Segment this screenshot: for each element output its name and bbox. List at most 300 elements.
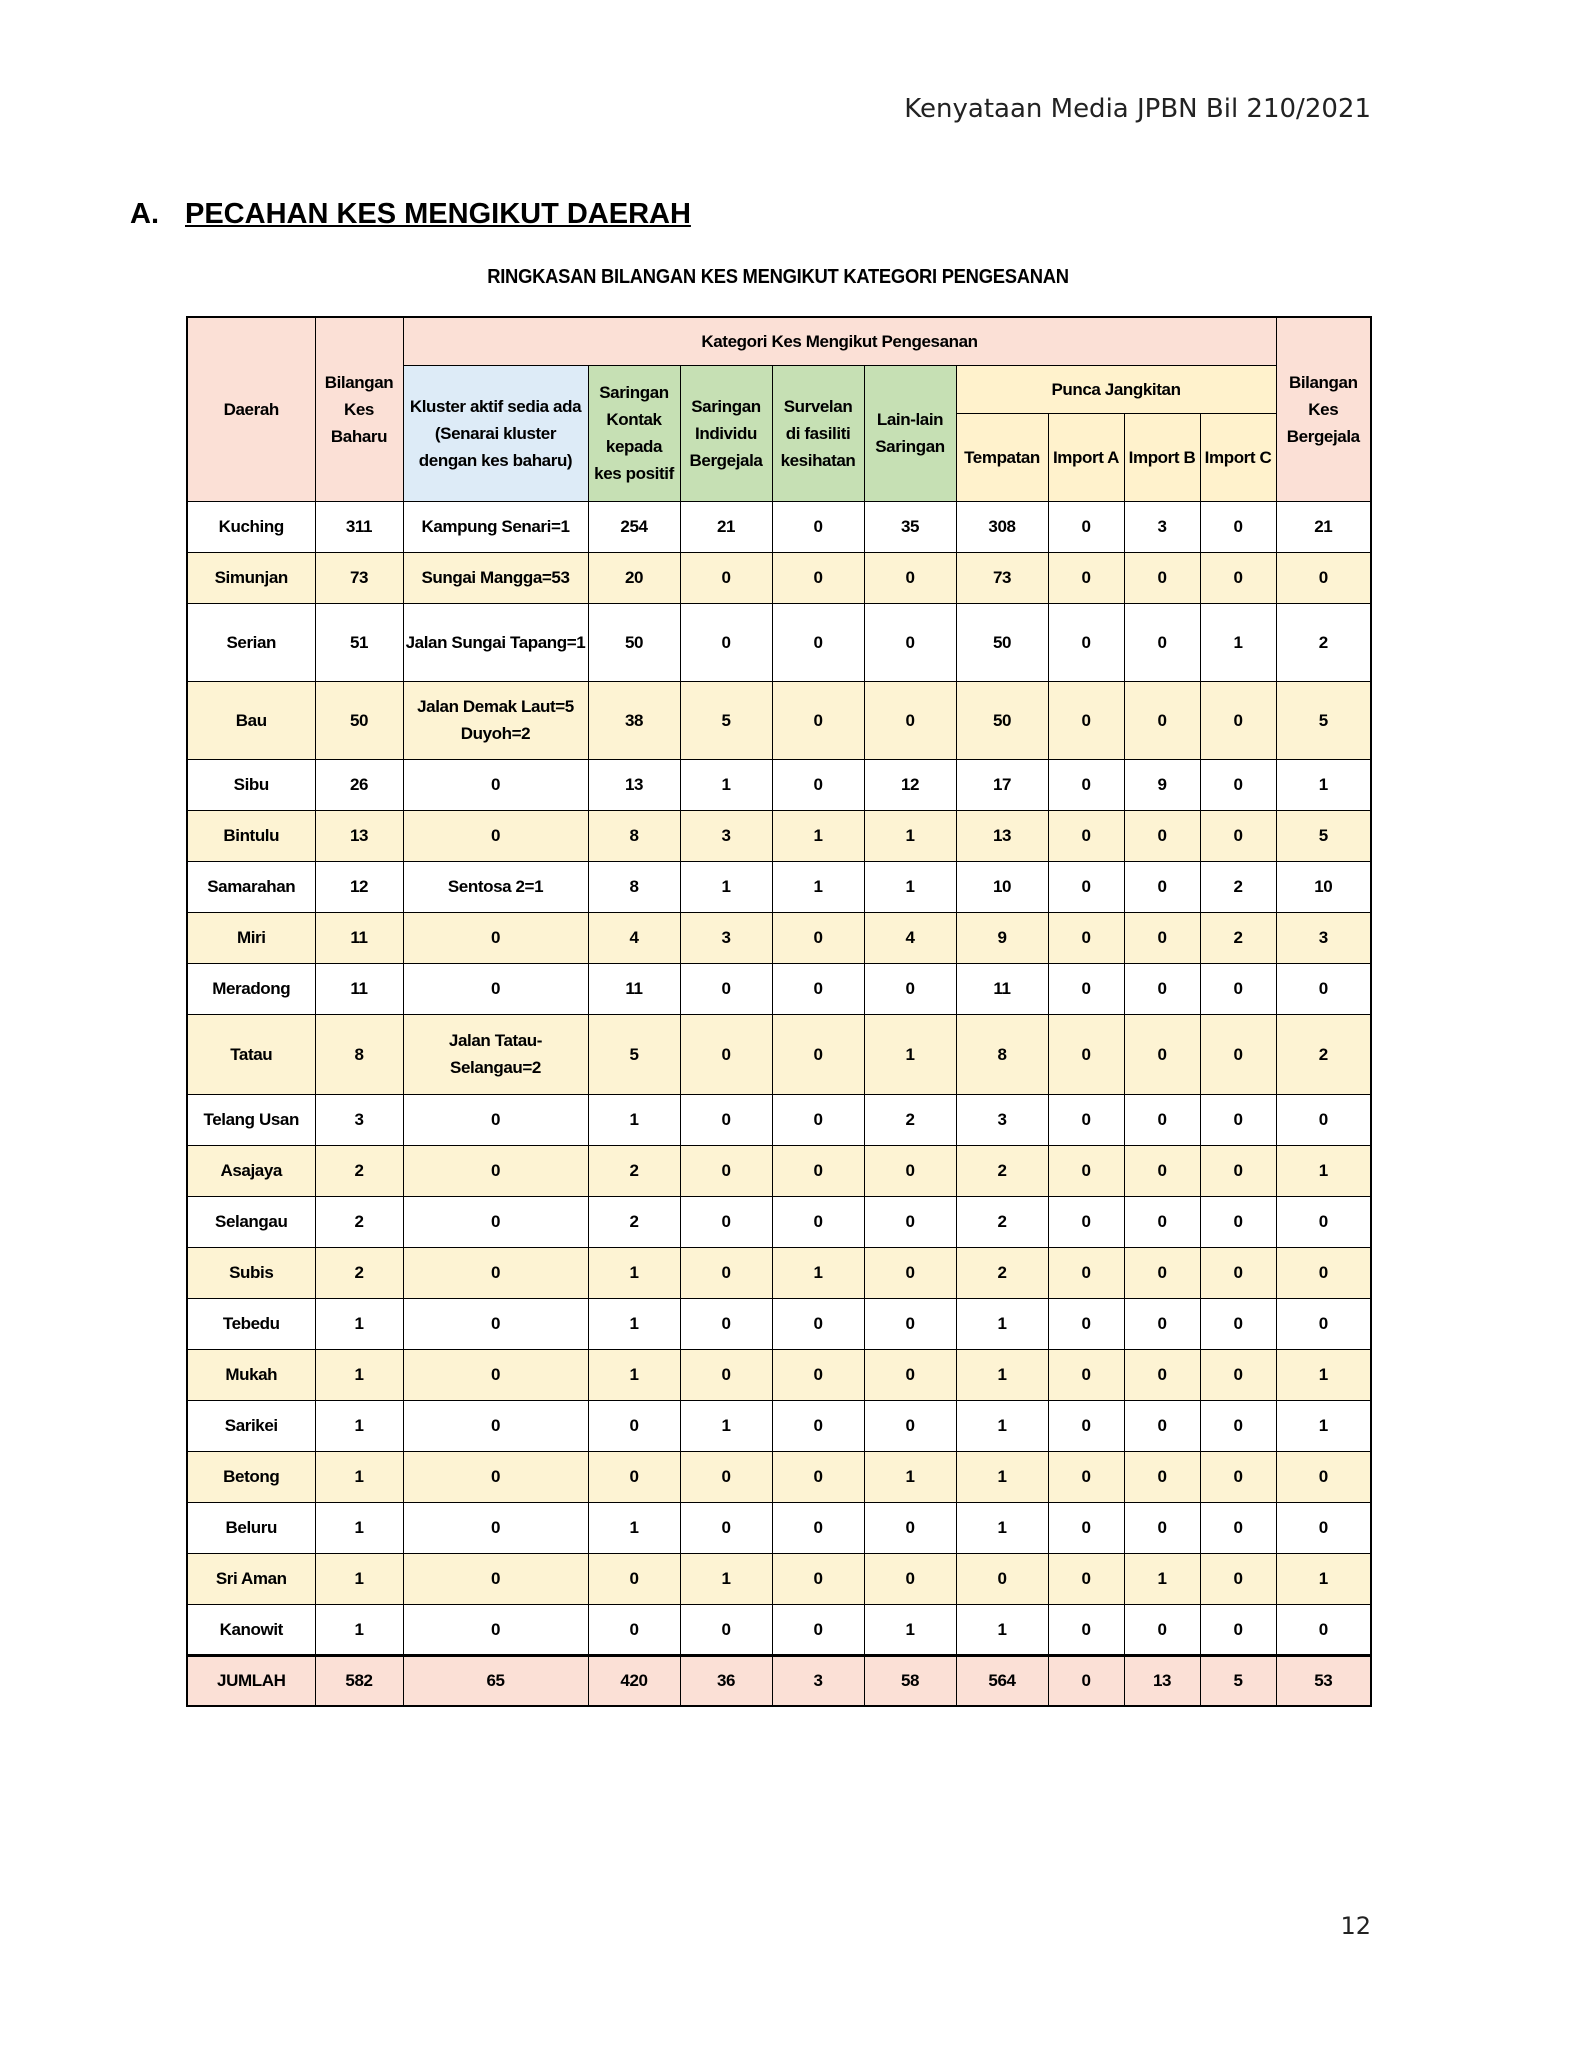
table-cell: 0 [1200,1349,1276,1400]
table-cell: 254 [588,501,680,552]
table-cell: 0 [403,963,588,1014]
table-cell: 0 [1048,501,1124,552]
table-cell: 35 [864,501,956,552]
table-row [187,1400,1371,1451]
table-cell: 0 [864,963,956,1014]
table-cell: 5 [680,681,772,759]
document-reference: Kenyataan Media JPBN Bil 210/2021 [904,94,1371,124]
table-cell: 308 [956,501,1048,552]
table-cell: 0 [864,603,956,681]
table-cell: 0 [680,1196,772,1247]
header-lain-lain: Lain-lain Saringan [864,365,956,501]
table-cell: 0 [1200,759,1276,810]
table-row [187,1014,1371,1094]
table-cell: 0 [772,1298,864,1349]
district-cell: Bau [187,681,315,759]
table-cell: 0 [1124,1451,1200,1502]
table-cell: 73 [315,552,403,603]
table-cell: 0 [864,1553,956,1604]
table-cell: 9 [956,912,1048,963]
table-cell: 0 [956,1553,1048,1604]
table-cell: 0 [864,552,956,603]
table-cell: 0 [772,1094,864,1145]
table-cell: 0 [772,963,864,1014]
table-row [187,810,1371,861]
table-cell: Kampung Senari=1 [403,501,588,552]
table-cell: 0 [772,1196,864,1247]
table-row [187,1349,1371,1400]
table-cell: 1 [864,1604,956,1655]
total-label: JUMLAH [187,1655,315,1706]
table-cell: 0 [403,1553,588,1604]
table-cell: 8 [956,1014,1048,1094]
table-cell: Sungai Mangga=53 [403,552,588,603]
table-cell: 1 [680,861,772,912]
section-letter: A. [130,198,159,230]
table-cell: Jalan Tatau-Selangau=2 [403,1014,588,1094]
table-cell: 1 [1276,759,1371,810]
table-cell: 5 [588,1014,680,1094]
table-cell: 0 [588,1400,680,1451]
table-cell: 0 [680,603,772,681]
total-cell: 53 [1276,1655,1371,1706]
table-cell: 0 [1048,552,1124,603]
table-cell: 1 [680,759,772,810]
table-cell: 1 [315,1604,403,1655]
table-cell: 1 [956,1502,1048,1553]
district-cell: Telang Usan [187,1094,315,1145]
table-cell: 50 [588,603,680,681]
table-cell: 0 [1200,501,1276,552]
table-cell: 0 [864,1298,956,1349]
table-cell: 21 [1276,501,1371,552]
table-cell: 0 [772,912,864,963]
table-cell: 0 [772,1604,864,1655]
table-row [187,1553,1371,1604]
table-cell: 0 [403,1349,588,1400]
table-cell: 1 [315,1349,403,1400]
table-cell: 1 [1276,1400,1371,1451]
table-cell: 0 [1200,552,1276,603]
table-cell: 1 [772,861,864,912]
table-cell: 13 [588,759,680,810]
table-cell: 0 [1124,912,1200,963]
table-row [187,1451,1371,1502]
table-cell: 0 [1048,1502,1124,1553]
table-cell: 0 [680,1604,772,1655]
table-cell: 11 [315,963,403,1014]
table-cell: 0 [1200,1451,1276,1502]
table-row [187,681,1371,759]
table-cell: 0 [680,1145,772,1196]
table-cell: 0 [1200,810,1276,861]
table-cell: 4 [588,912,680,963]
table-cell: 0 [1048,963,1124,1014]
table-cell: 73 [956,552,1048,603]
table-cell: 2 [956,1145,1048,1196]
table-cell: 0 [1276,1604,1371,1655]
table-row [187,1094,1371,1145]
district-cell: Samarahan [187,861,315,912]
table-cell: 2 [1276,603,1371,681]
district-cell: Tebedu [187,1298,315,1349]
table-cell: 0 [1048,1553,1124,1604]
table-cell: 0 [1200,1553,1276,1604]
table-cell: 5 [1276,681,1371,759]
table-cell: 0 [680,1247,772,1298]
table-cell: 0 [1124,1349,1200,1400]
cases-table [186,316,1372,1707]
table-cell: 0 [772,1451,864,1502]
table-row [187,1247,1371,1298]
table-cell: 1 [680,1553,772,1604]
table-cell: 2 [1200,861,1276,912]
table-cell: 0 [680,1349,772,1400]
table-cell: 0 [1200,1145,1276,1196]
table-cell: 1 [1200,603,1276,681]
header-punca-group: Punca Jangkitan [956,365,1276,413]
table-cell: 1 [864,1014,956,1094]
table-cell: 3 [680,810,772,861]
table-cell: 2 [956,1247,1048,1298]
table-cell: 0 [1048,603,1124,681]
header-saringan-individu: Saringan Individu Bergejala [680,365,772,501]
district-cell: Sri Aman [187,1553,315,1604]
table-row [187,603,1371,681]
district-cell: Meradong [187,963,315,1014]
table-cell: 20 [588,552,680,603]
table-cell: 1 [864,1451,956,1502]
table-cell: 3 [680,912,772,963]
header-kluster: Kluster aktif sedia ada (Senarai kluster dengan kes baharu) [403,365,588,501]
header-import-b: Import B [1124,413,1200,501]
table-cell: 0 [1200,1298,1276,1349]
table-cell: 10 [1276,861,1371,912]
table-cell: 0 [1048,1400,1124,1451]
table-cell: 10 [956,861,1048,912]
district-cell: Sarikei [187,1400,315,1451]
table-cell: 1 [315,1553,403,1604]
table-cell: 0 [1048,1196,1124,1247]
table-cell: 0 [1048,1451,1124,1502]
table-cell: 0 [1200,1604,1276,1655]
table-row [187,1298,1371,1349]
table-cell: 0 [1124,603,1200,681]
table-cell: 0 [1048,1298,1124,1349]
table-cell: 9 [1124,759,1200,810]
table-cell: 0 [1048,861,1124,912]
table-cell: 0 [403,1451,588,1502]
table-cell: 0 [864,1145,956,1196]
table-cell: 26 [315,759,403,810]
table-cell: 0 [680,1451,772,1502]
table-cell: Jalan Sungai Tapang=1 [403,603,588,681]
table-cell: 1 [956,1604,1048,1655]
table-cell: 1 [588,1094,680,1145]
district-cell: Mukah [187,1349,315,1400]
table-cell: 0 [772,1400,864,1451]
table-cell: 0 [403,1247,588,1298]
table-cell: 0 [1200,1502,1276,1553]
table-row [187,1604,1371,1655]
district-cell: Subis [187,1247,315,1298]
table-cell: 0 [403,1604,588,1655]
header-daerah: Daerah [187,317,315,501]
table-caption: RINGKASAN BILANGAN KES MENGIKUT KATEGORI PENGESANAN [487,266,1069,288]
table-cell: 0 [403,1094,588,1145]
header-tempatan: Tempatan [956,413,1048,501]
page-number: 12 [1340,1912,1371,1940]
table-cell: 0 [1048,810,1124,861]
table-cell: 311 [315,501,403,552]
table-cell: 0 [1048,681,1124,759]
table-cell: 2 [315,1196,403,1247]
table-cell: 0 [772,552,864,603]
table-cell: 0 [1124,1400,1200,1451]
district-cell: Sibu [187,759,315,810]
table-cell: 0 [772,681,864,759]
table-cell: 4 [864,912,956,963]
table-cell: 1 [680,1400,772,1451]
table-cell: 0 [1124,963,1200,1014]
table-cell: 2 [1276,1014,1371,1094]
district-cell: Bintulu [187,810,315,861]
district-cell: Tatau [187,1014,315,1094]
table-cell: 0 [680,1502,772,1553]
table-cell: 0 [772,1014,864,1094]
table-cell: 1 [1276,1553,1371,1604]
table-cell: 0 [680,1298,772,1349]
table-cell: 0 [864,1247,956,1298]
table-cell: 0 [403,810,588,861]
total-cell: 582 [315,1655,403,1706]
table-cell: 0 [1048,1145,1124,1196]
total-cell: 36 [680,1655,772,1706]
total-cell: 420 [588,1655,680,1706]
table-cell: 11 [315,912,403,963]
district-cell: Simunjan [187,552,315,603]
table-cell: 51 [315,603,403,681]
total-cell: 0 [1048,1655,1124,1706]
table-cell: 50 [956,681,1048,759]
table-cell: 38 [588,681,680,759]
table-cell: 0 [588,1604,680,1655]
table-cell: 2 [588,1145,680,1196]
table-cell: 1 [588,1502,680,1553]
table-cell: 0 [1124,552,1200,603]
table-cell: 21 [680,501,772,552]
table-row [187,963,1371,1014]
table-cell: 2 [588,1196,680,1247]
total-cell: 13 [1124,1655,1200,1706]
table-cell: 0 [680,552,772,603]
table-cell: 0 [403,1298,588,1349]
total-row [187,1655,1371,1706]
table-cell: 13 [315,810,403,861]
table-cell: 0 [1124,1604,1200,1655]
table-cell: 1 [956,1400,1048,1451]
table-cell: 0 [772,1553,864,1604]
table-row [187,759,1371,810]
table-cell: 0 [1124,1094,1200,1145]
table-row [187,861,1371,912]
table-cell: 1 [864,810,956,861]
header-import-a: Import A [1048,413,1124,501]
table-cell: 1 [1276,1145,1371,1196]
table-cell: 0 [1124,1196,1200,1247]
table-cell: 0 [403,759,588,810]
table-cell: 0 [1200,963,1276,1014]
table-cell: 0 [403,1196,588,1247]
table-cell: 1 [315,1298,403,1349]
table-cell: 1 [772,810,864,861]
table-cell: 0 [680,1094,772,1145]
table-cell: 0 [864,1502,956,1553]
table-cell: 3 [315,1094,403,1145]
table-cell: 0 [1124,1014,1200,1094]
table-row [187,912,1371,963]
district-cell: Betong [187,1451,315,1502]
table-cell: 1 [956,1451,1048,1502]
table-cell: 8 [588,861,680,912]
table-cell: 1 [956,1298,1048,1349]
table-cell: 0 [1276,1094,1371,1145]
district-cell: Kuching [187,501,315,552]
table-cell: 0 [1276,1247,1371,1298]
table-cell: 12 [864,759,956,810]
table-cell: 0 [1276,1298,1371,1349]
table-row [187,1196,1371,1247]
table-cell: 0 [1124,1247,1200,1298]
table-cell: 0 [403,1145,588,1196]
table-cell: 1 [588,1247,680,1298]
section-title: PECAHAN KES MENGIKUT DAERAH [185,198,691,230]
table-cell: 8 [315,1014,403,1094]
table-cell: 0 [403,912,588,963]
table-cell: 50 [956,603,1048,681]
district-cell: Beluru [187,1502,315,1553]
table-cell: 0 [772,501,864,552]
table-cell: 0 [403,1502,588,1553]
district-cell: Kanowit [187,1604,315,1655]
table-cell: 0 [1124,810,1200,861]
total-cell: 564 [956,1655,1048,1706]
table-cell: Sentosa 2=1 [403,861,588,912]
table-cell: 2 [315,1145,403,1196]
table-cell: 0 [403,1400,588,1451]
table-cell: 0 [1048,1604,1124,1655]
table-cell: 0 [772,603,864,681]
table-cell: 0 [1276,552,1371,603]
header-kategori-group: Kategori Kes Mengikut Pengesanan [403,317,1276,365]
table-cell: 1 [1276,1349,1371,1400]
table-cell: 13 [956,810,1048,861]
table-cell: 3 [1276,912,1371,963]
table-cell: 0 [1048,1247,1124,1298]
table-cell: 0 [1124,1502,1200,1553]
district-cell: Serian [187,603,315,681]
total-cell: 5 [1200,1655,1276,1706]
district-cell: Selangau [187,1196,315,1247]
table-cell: 1 [772,1247,864,1298]
table-cell: 2 [864,1094,956,1145]
table-cell: 3 [1124,501,1200,552]
table-cell: 0 [1200,1094,1276,1145]
table-cell: 3 [956,1094,1048,1145]
table-cell: 2 [956,1196,1048,1247]
table-cell: 1 [315,1400,403,1451]
table-cell: 0 [588,1451,680,1502]
table-row [187,1145,1371,1196]
table-cell: 1 [315,1451,403,1502]
table-cell: 0 [1276,1502,1371,1553]
table-row [187,552,1371,603]
section-heading [130,198,691,231]
table-cell: 8 [588,810,680,861]
table-cell: 0 [864,1400,956,1451]
header-saringan-kontak: Saringan Kontak kepada kes positif [588,365,680,501]
table-cell: 0 [772,1145,864,1196]
table-cell: 2 [1200,912,1276,963]
total-cell: 58 [864,1655,956,1706]
table-cell: 17 [956,759,1048,810]
table-row [187,501,1371,552]
table-cell: 50 [315,681,403,759]
table-cell: 0 [1276,1196,1371,1247]
table-cell: 1 [588,1349,680,1400]
table-cell: 0 [1124,1298,1200,1349]
district-cell: Asajaya [187,1145,315,1196]
table-cell: 0 [1276,1451,1371,1502]
table-cell: 2 [315,1247,403,1298]
table-cell: 0 [1276,963,1371,1014]
table-cell: 1 [864,861,956,912]
table-cell: Jalan Demak Laut=5 Duyoh=2 [403,681,588,759]
table-cell: 0 [1200,1014,1276,1094]
table-cell: 0 [1048,759,1124,810]
table-cell: 11 [956,963,1048,1014]
table-row [187,1502,1371,1553]
table-cell: 12 [315,861,403,912]
table-cell: 0 [1048,1014,1124,1094]
header-bilangan-kes-bergejala: Bilangan Kes Bergejala [1276,317,1371,501]
table-cell: 5 [1276,810,1371,861]
table-cell: 0 [1200,1247,1276,1298]
table-cell: 0 [1124,861,1200,912]
table-cell: 0 [1124,681,1200,759]
table-cell: 1 [956,1349,1048,1400]
table-cell: 0 [1200,1400,1276,1451]
table-cell: 0 [680,963,772,1014]
table-cell: 0 [1200,681,1276,759]
table-cell: 1 [315,1502,403,1553]
table-cell: 0 [864,1349,956,1400]
header-bilangan-kes-baharu: Bilangan Kes Baharu [315,317,403,501]
header-import-c: Import C [1200,413,1276,501]
table-cell: 0 [772,1349,864,1400]
table-cell: 1 [1124,1553,1200,1604]
table-cell: 1 [588,1298,680,1349]
table-cell: 0 [1048,1094,1124,1145]
table-cell: 0 [1200,1196,1276,1247]
table-cell: 0 [680,1014,772,1094]
table-cell: 0 [1124,1145,1200,1196]
total-cell: 3 [772,1655,864,1706]
table-cell: 0 [772,1502,864,1553]
table-cell: 11 [588,963,680,1014]
total-cell: 65 [403,1655,588,1706]
table-cell: 0 [1048,912,1124,963]
